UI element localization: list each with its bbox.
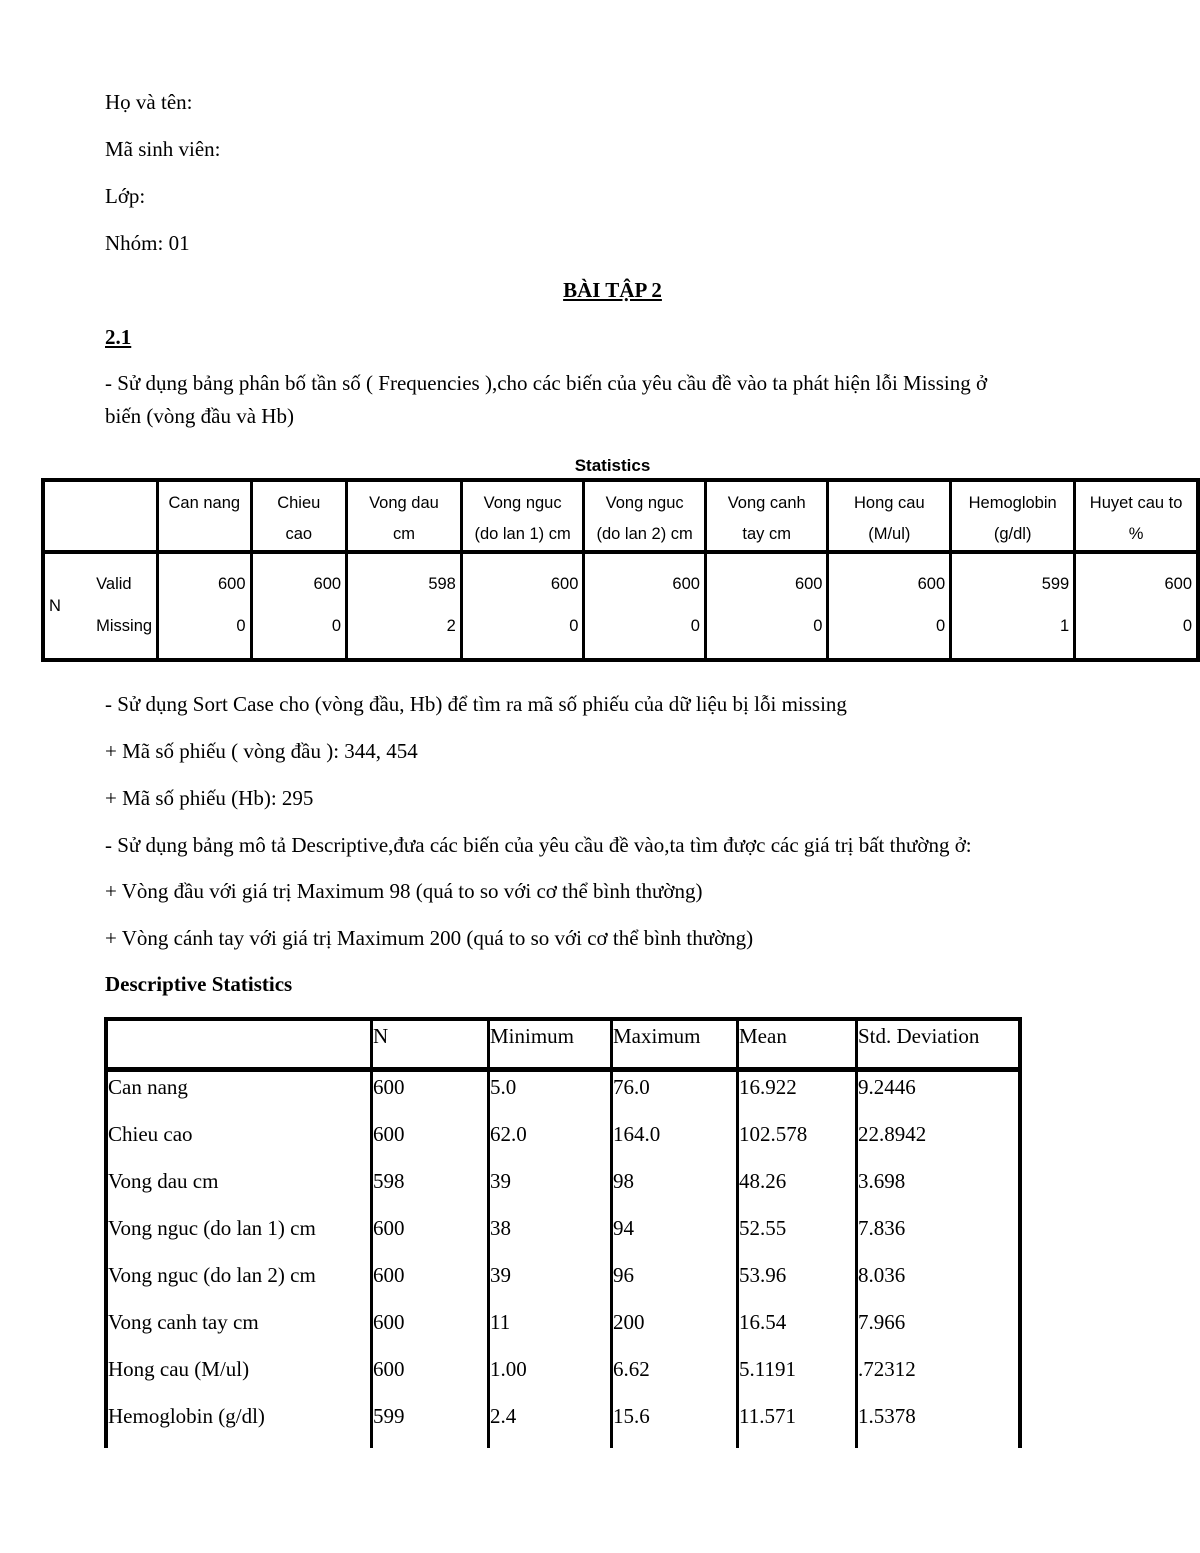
statistics-caption: Statistics [574,456,651,475]
column-header-text: (do lan 1) cm [474,525,571,543]
column-header-text: (g/dl) [993,525,1032,543]
table-cell: 11.571 [738,1401,857,1448]
column-header-text: cao [285,525,313,543]
table-cell: 39 [489,1166,612,1213]
table-cell: 96 [612,1260,738,1307]
table-cell: 0 [251,614,347,660]
table-row [106,1401,1020,1448]
table-cell: 600 [158,552,251,614]
table-cell: 0 [828,614,951,660]
column-header: N [372,1019,489,1070]
table-cell: 8.036 [857,1260,1021,1307]
row-label: Vong nguc (do lan 2) cm [108,1263,316,1287]
table-cell: 7.836 [857,1213,1021,1260]
column-header: Minimum [489,1019,612,1070]
table-row [106,1354,1020,1401]
table-row [106,1070,1020,1120]
table-row [106,1213,1020,1260]
table-cell: 600 [372,1260,489,1307]
table-cell: 164.0 [612,1119,738,1166]
column-header [158,480,251,552]
table-cell: 600 [828,552,951,614]
table-cell: 598 [372,1166,489,1213]
table-cell: 600 [251,552,347,614]
column-header-text: (do lan 2) cm [596,525,693,543]
column-header [251,480,347,552]
row-label: Missing [96,617,153,635]
table-cell: 3.698 [857,1166,1021,1213]
statistics-table [41,478,1200,662]
table-cell: 16.54 [738,1307,857,1354]
column-header-text: tay cm [742,525,791,543]
table-cell: 22.8942 [857,1119,1021,1166]
table-cell: 39 [489,1260,612,1307]
table-cell: 62.0 [489,1119,612,1166]
table-cell: 600 [372,1213,489,1260]
table-cell: 76.0 [612,1070,738,1120]
table-cell: 600 [461,552,584,614]
table-cell: 102.578 [738,1119,857,1166]
table-cell: 1.5378 [857,1401,1021,1448]
table-cell: 11 [489,1307,612,1354]
table-cell: 5.0 [489,1070,612,1120]
table-cell: 9.2446 [857,1070,1021,1120]
descriptive-table [104,1017,1022,1448]
table-cell: 200 [612,1307,738,1354]
column-header-text: (M/ul) [868,525,911,543]
descriptive-caption: Descriptive Statistics [105,972,293,996]
table-cell: 1.00 [489,1354,612,1401]
table-cell: 52.55 [738,1213,857,1260]
table-cell: 15.6 [612,1401,738,1448]
column-header-text: Huyet cau to [1089,494,1183,512]
table-cell: 2 [347,614,462,660]
column-header [584,480,706,552]
column-header: Maximum [612,1019,738,1070]
table-row [43,552,1198,614]
table-cell: 0 [1075,614,1198,660]
table-cell: 600 [705,552,828,614]
column-header-text: Chieu [277,494,321,512]
table-cell: 598 [347,552,462,614]
paragraph-line: + Mã số phiếu ( vòng đầu ): 344, 454 [105,739,418,763]
table-cell: 600 [372,1354,489,1401]
column-header-text: Vong nguc [483,494,562,512]
table-cell: 0 [158,614,251,660]
table-cell: 98 [612,1166,738,1213]
column-header-text: Vong canh [727,494,806,512]
table-cell: 0 [461,614,584,660]
row-label: Vong canh tay cm [108,1310,259,1334]
table-cell: 5.1191 [738,1354,857,1401]
column-header [705,480,828,552]
table-cell: 94 [612,1213,738,1260]
paragraph-line: - Sử dụng bảng phân bố tần số ( Frequencies ),cho các biến của yêu cầu đề vào ta phát hiện lỗi Missing ở [105,371,988,395]
n-label: N [49,596,61,615]
table-header-row [106,1019,1020,1070]
row-label: Vong nguc (do lan 1) cm [108,1216,316,1240]
student-id-label: Mã sinh viên: [105,137,221,161]
paragraph-line: - Sử dụng bảng mô tả Descriptive,đưa các biến của yêu cầu đề vào,ta tìm được các giá trị bất thường ở: [105,833,972,857]
column-header [951,480,1075,552]
column-header [106,1019,372,1070]
table-cell: 53.96 [738,1260,857,1307]
table-cell: 600 [372,1119,489,1166]
paragraph-line: + Vòng cánh tay với giá trị Maximum 200 (quá to so với cơ thể bình thường) [105,926,754,950]
table-cell: .72312 [857,1354,1021,1401]
column-header [461,480,584,552]
table-cell: 600 [372,1307,489,1354]
row-label: Vong dau cm [108,1169,219,1193]
table-row [106,1166,1020,1213]
column-header-text: Vong dau [369,494,439,512]
row-label: Hong cau (M/ul) [108,1357,250,1381]
column-header [828,480,951,552]
column-header [347,480,462,552]
paragraph-line: + Vòng đầu với giá trị Maximum 98 (quá to so với cơ thể bình thường) [105,879,703,903]
column-header-text: cm [392,525,415,543]
column-header-text: % [1128,525,1144,543]
table-row [106,1307,1020,1354]
table-header-row [43,480,1198,552]
column-header-text: Hong cau [853,494,925,512]
table-cell: 599 [951,552,1075,614]
table-row [106,1260,1020,1307]
table-cell: 16.922 [738,1070,857,1120]
table-cell: 600 [1075,552,1198,614]
table-row [106,1119,1020,1166]
table-cell: 600 [584,552,706,614]
table-cell: 38 [489,1213,612,1260]
column-header-text: Vong nguc [605,494,684,512]
column-header: Std. Deviation [857,1019,1021,1070]
table-cell: 0 [584,614,706,660]
column-header: Mean [738,1019,857,1070]
table-cell: 600 [372,1070,489,1120]
table-corner-cell [43,480,158,552]
table-cell: 2.4 [489,1401,612,1448]
paragraph-line: + Mã số phiếu (Hb): 295 [105,786,314,810]
paragraph-line: - Sử dụng Sort Case cho (vòng đầu, Hb) để tìm ra mã số phiếu của dữ liệu bị lỗi missing [105,692,847,716]
name-field-label: Họ và tên: [105,90,193,114]
row-label: Chieu cao [108,1122,193,1146]
table-cell: 1 [951,614,1075,660]
table-row [43,614,1198,660]
table-cell: 6.62 [612,1354,738,1401]
column-header [1075,480,1198,552]
column-header-text: Can nang [168,494,241,512]
section-heading: 2.1 [105,325,132,349]
row-label: Valid [96,574,132,593]
table-cell: 599 [372,1401,489,1448]
table-cell: 48.26 [738,1166,857,1213]
assignment-title: BÀI TẬP 2 [563,278,662,302]
column-header-text: Hemoglobin [968,494,1057,512]
paragraph-line: biến (vòng đầu và Hb) [105,404,294,428]
table-cell: 7.966 [857,1307,1021,1354]
row-label: Can nang [108,1075,188,1099]
table-cell: 0 [705,614,828,660]
class-label: Lớp: [105,184,146,208]
group-label: Nhóm: 01 [105,231,190,255]
row-label: Hemoglobin (g/dl) [108,1404,265,1428]
